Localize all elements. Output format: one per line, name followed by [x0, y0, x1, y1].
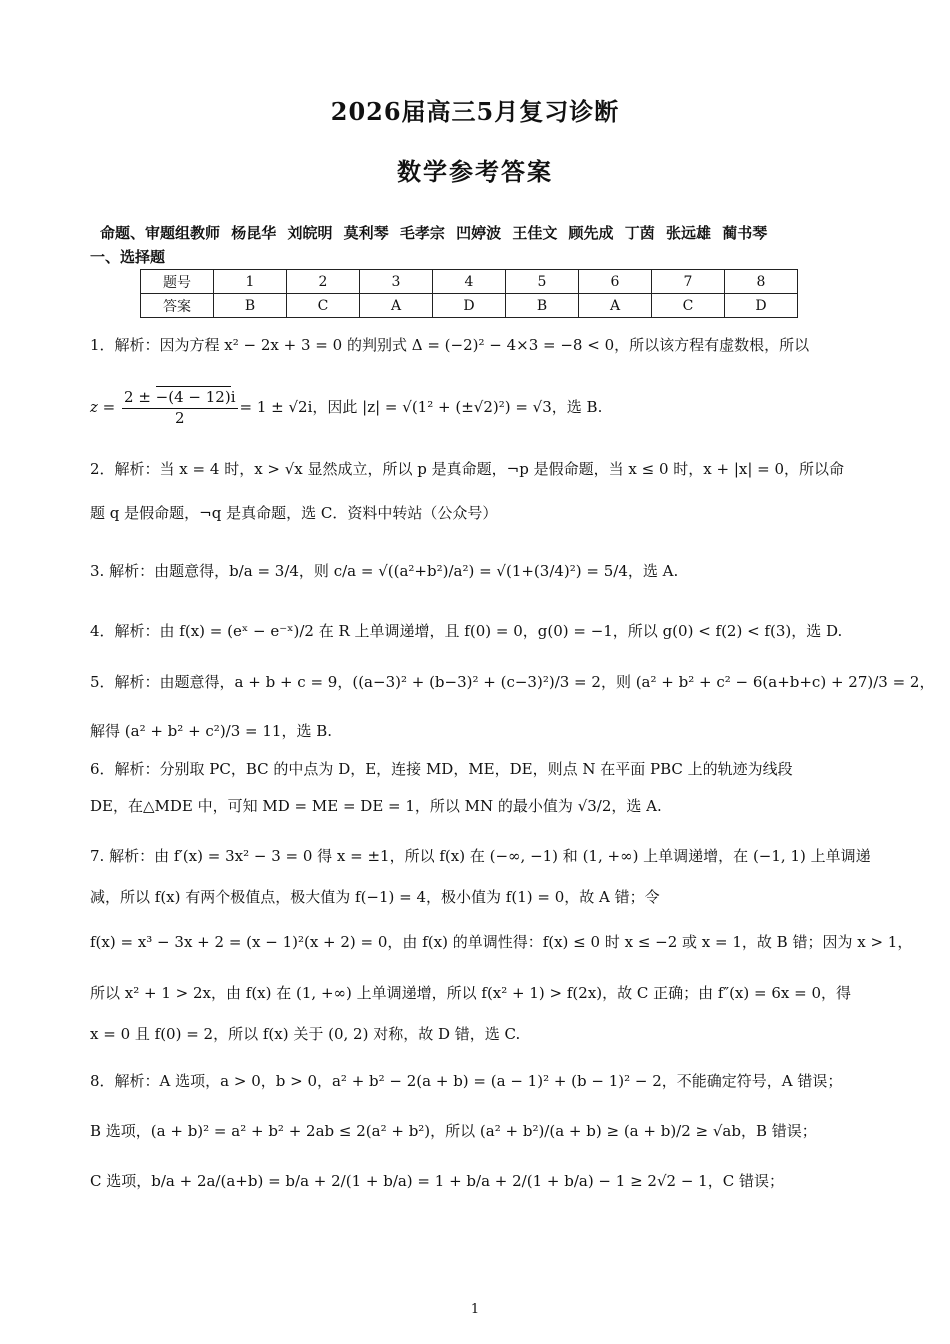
- solution-7-line-5: x = 0 且 f(0) = 2，所以 f(x) 关于 (0, 2) 对称，故 D 错，选 C.: [90, 1025, 521, 1043]
- table-cell: 3: [360, 270, 433, 294]
- solution-8-line-2: B 选项，(a + b)² = a² + b² + 2ab ≤ 2(a² + b²)，所以 (a² + b²)/(a + b) ≥ (a + b)/2 ≥ √ab，B 错误；: [90, 1122, 817, 1140]
- table-cell: 2: [287, 270, 360, 294]
- teachers-line: 命题、审题组教师 杨昆华 刘皖明 莫利琴 毛孝宗 凹婷波 王佳文 顾先成 丁茵 张远雄 蔺书琴: [100, 224, 768, 242]
- table-cell: 8: [725, 270, 798, 294]
- table-cell: C: [287, 294, 360, 318]
- solution-7-line-2: 减，所以 f(x) 有两个极值点，极大值为 f(−1) = 4，极小值为 f(1) = 0，故 A 错；令: [90, 888, 660, 906]
- table-cell: 1: [214, 270, 287, 294]
- solution-5-line-2: 解得 (a² + b² + c²)/3 = 11，选 B.: [90, 722, 333, 740]
- solution-7-line-3: f(x) = x³ − 3x + 2 = (x − 1)²(x + 2) = 0，由 f(x) 的单调性得：f(x) ≤ 0 时 x ≤ −2 或 x = 1，故 B 错；因为 x > 1，: [90, 933, 913, 951]
- solution-8-line-1: 8．解析：A 选项，a > 0，b > 0，a² + b² − 2(a + b) = (a − 1)² + (b − 1)² − 2，不能确定符号，A 错误；: [90, 1072, 843, 1090]
- solution-text: = 1 ± √2i，因此 |z| = √(1² + (±√2)²) = √3，选 B.: [239, 398, 603, 416]
- page-subtitle: 数学参考答案: [397, 157, 553, 186]
- solution-7-line-4: 所以 x² + 1 > 2x，由 f(x) 在 (1, +∞) 上单调递增，所以 f(x² + 1) > f(2x)，故 C 正确；由 f″(x) = 6x = 0，得: [90, 984, 851, 1002]
- table-header-cell: 答案: [141, 294, 214, 318]
- table-cell: B: [506, 294, 579, 318]
- table-row: [141, 294, 798, 318]
- table-header-cell: 题号: [141, 270, 214, 294]
- table-cell: 4: [433, 270, 506, 294]
- table-cell: 7: [652, 270, 725, 294]
- table-cell: A: [360, 294, 433, 318]
- table-cell: C: [652, 294, 725, 318]
- page-number: 1: [470, 1302, 480, 1317]
- solution-2-line-1: 2．解析：当 x = 4 时，x > √x 显然成立，所以 p 是真命题，¬p 是假命题，当 x ≤ 0 时，x + |x| = 0，所以命: [90, 460, 845, 478]
- fraction: $\frac{2 \pm -(4 - 12)i}{2}$: [124, 388, 236, 427]
- solution-6-line-2: DE，在△MDE 中，可知 MD = ME = DE = 1，所以 MN 的最小值为 √3/2，选 A.: [90, 797, 662, 815]
- table-row: [141, 270, 798, 294]
- table-cell: B: [214, 294, 287, 318]
- answer-table: [140, 269, 798, 318]
- z-equals: z =: [90, 398, 121, 416]
- solution-3: 3. 解析：由题意得，b/a = 3/4，则 c/a = √((a²+b²)/a²) = √(1+(3/4)²) = 5/4，选 A.: [90, 562, 679, 580]
- solution-4: 4．解析：由 f(x) = (eˣ − e⁻ˣ)/2 在 R 上单调递增，且 f(0) = 0，g(0) = −1，所以 g(0) < f(2) < f(3)，选 D.: [90, 622, 843, 640]
- table-cell: D: [725, 294, 798, 318]
- solution-1-line-2: [90, 388, 602, 428]
- section-heading: 一、选择题: [90, 248, 166, 266]
- table-cell: D: [433, 294, 506, 318]
- solution-7-line-1: 7. 解析：由 f′(x) = 3x² − 3 = 0 得 x = ±1，所以 f(x) 在 (−∞, −1) 和 (1, +∞) 上单调递增，在 (−1, 1) 上单调递: [90, 847, 871, 865]
- solution-5-line-1: 5．解析：由题意得，a + b + c = 9，((a−3)² + (b−3)² + (c−3)²)/3 = 2，则 (a² + b² + c² − 6(a+b+c) + 27)/3 = 2，: [90, 673, 935, 691]
- solution-1-line-1: 1．解析：因为方程 x² − 2x + 3 = 0 的判别式 Δ = (−2)² − 4×3 = −8 < 0，所以该方程有虚数根，所以: [90, 336, 810, 354]
- solution-2-line-2: 题 q 是假命题，¬q 是真命题，选 C．资料中转站（公众号）: [90, 504, 498, 522]
- table-cell: A: [579, 294, 652, 318]
- solution-6-line-1: 6．解析：分别取 PC，BC 的中点为 D，E，连接 MD，ME，DE，则点 N 在平面 PBC 上的轨迹为线段: [90, 760, 793, 778]
- page-title: 2026届高三5月复习诊断: [330, 97, 620, 126]
- table-cell: 5: [506, 270, 579, 294]
- table-cell: 6: [579, 270, 652, 294]
- solution-8-line-3: C 选项，b/a + 2a/(a+b) = b/a + 2/(1 + b/a) = 1 + b/a + 2/(1 + b/a) − 1 ≥ 2√2 − 1，C 错误；: [90, 1172, 784, 1190]
